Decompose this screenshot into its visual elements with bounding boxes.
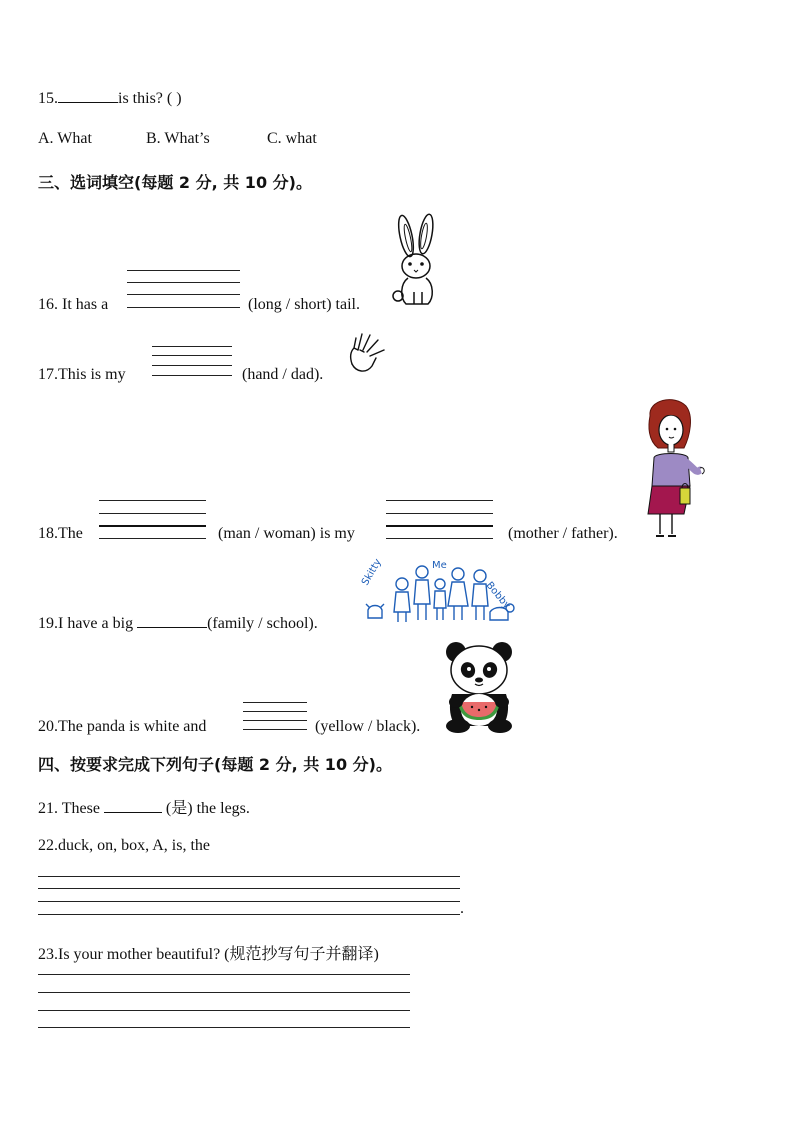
question-text: is this? ( ) (118, 90, 182, 107)
question-20-choices: (yellow / black). (315, 718, 421, 735)
question-19 (38, 613, 318, 633)
question-18-prefix: 18.The (38, 525, 83, 542)
writing-lines[interactable] (243, 702, 307, 732)
question-16-choices: (long / short) tail. (248, 296, 360, 313)
rabbit-icon (388, 214, 444, 308)
writing-lines[interactable] (152, 346, 232, 378)
question-16-prefix: 16. It has a (38, 296, 109, 313)
woman-icon (638, 396, 706, 542)
writing-lines[interactable] (127, 270, 240, 310)
question-18-middle: (man / woman) is my (218, 525, 355, 542)
answer-blank[interactable] (58, 88, 118, 103)
option-b[interactable]: B. What’s (146, 130, 210, 147)
question-19-choices: (family / school). (207, 615, 318, 632)
question-21-hint: (是) the legs. (165, 800, 250, 817)
writing-lines[interactable] (38, 876, 460, 916)
family-icon (360, 557, 522, 628)
question-17-prefix: 17.This is my (38, 366, 126, 383)
option-a[interactable]: A. What (38, 130, 92, 147)
question-15 (38, 88, 182, 108)
question-17-choices: (hand / dad). (242, 366, 324, 383)
panda-icon (442, 640, 516, 734)
family-label-skitty: Skitty (360, 557, 384, 588)
question-number: 15. (38, 90, 58, 107)
question-22-prompt: 22.duck, on, box, A, is, the (38, 837, 210, 854)
writing-lines[interactable] (38, 974, 410, 1030)
question-19-prefix: 19.I have a big (38, 615, 134, 632)
answer-blank[interactable] (104, 798, 162, 813)
family-label-me: Me (432, 560, 447, 571)
section-3-heading: 三、选词填空(每题 2 分, 共 10 分)。 (38, 173, 312, 192)
hand-icon (346, 330, 388, 376)
section-4-heading: 四、按要求完成下列句子(每题 2 分, 共 10 分)。 (38, 755, 392, 774)
family-label-bobby: Bobby (483, 580, 513, 612)
question-23-prompt: 23.Is your mother beautiful? (规范抄写句子并翻译) (38, 946, 379, 963)
writing-lines[interactable] (99, 500, 206, 542)
option-c[interactable]: C. what (267, 130, 317, 147)
end-period: . (460, 900, 464, 917)
question-21 (38, 795, 250, 818)
writing-lines[interactable] (386, 500, 493, 542)
question-20-prefix: 20.The panda is white and (38, 718, 207, 735)
answer-blank[interactable] (137, 613, 207, 628)
question-21-prefix: 21. These (38, 800, 100, 817)
question-18-choices: (mother / father). (508, 525, 618, 542)
